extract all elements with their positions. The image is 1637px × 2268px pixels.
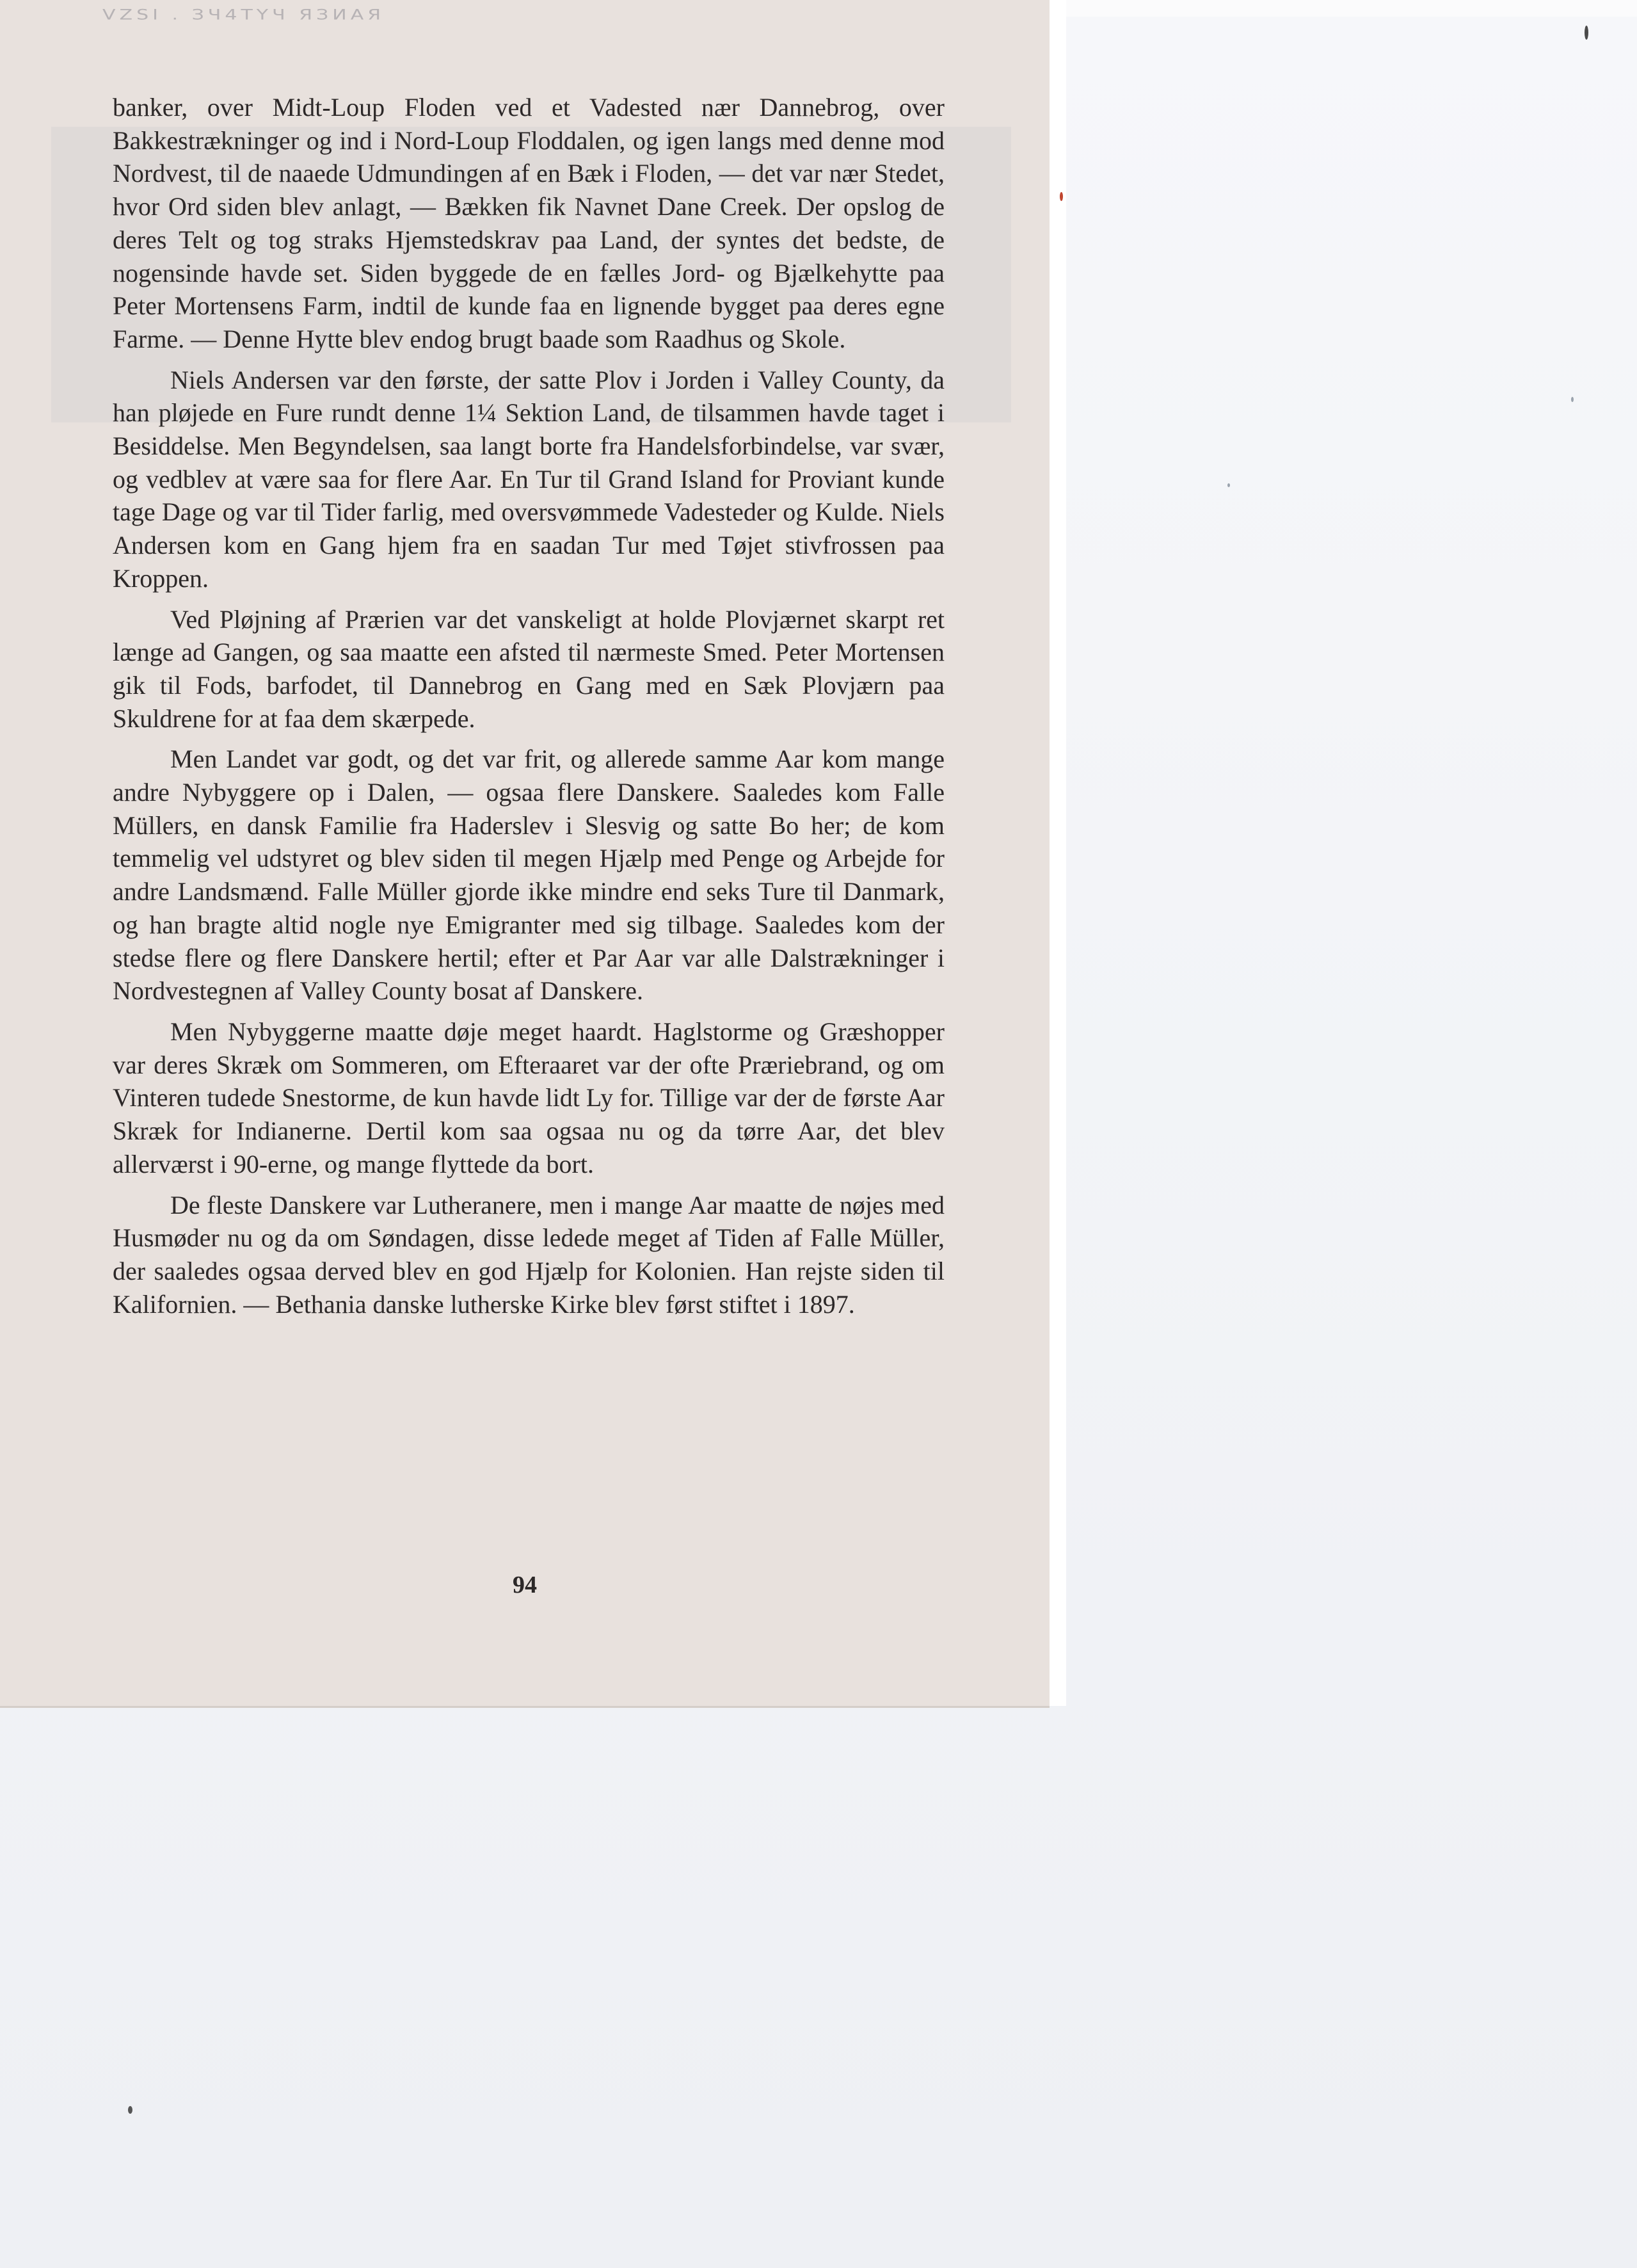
- scanner-edge: [1066, 0, 1637, 17]
- scan-speck: [1571, 397, 1574, 402]
- paragraph: banker, over Midt-Loup Floden ved et Vadested nær Dannebrog, over Bakkestrækninger og ind i Nord-Loup Floddalen, og igen langs med denne mod Nordvest, til de naaede Udmundingen af en Bæk i Floden, — det var nær Stedet, hvor Ord siden blev anlagt, — Bækken fik Navnet Dane Creek. Der opslog de deres Telt og tog straks Hjemstedskrav paa Land, der syntes det bedste, de nogensinde havde set. Siden byggede de en fælles Jord- og Bjælkehytte paa Peter Mortensens Farm, indtil de kunde faa en lignende bygget paa deres egne Farme. — Denne Hytte blev endog brugt baade som Raadhus og Skole.: [113, 93, 945, 353]
- scan-speck: [128, 2106, 132, 2114]
- page-edge: [1050, 0, 1066, 1706]
- paragraph: De fleste Danskere var Lutheranere, men i mange Aar maatte de nøjes med Husmøder nu og da om Søndagen, disse ledede meget af Tiden af Falle Müller, der saaledes ogsaa derved blev en god Hjælp for Kolonien. Han rejste siden til Kalifornien. — Bethania danske lutherske Kirke blev først stiftet i 1897.: [113, 1190, 945, 1319]
- body-text: [113, 91, 945, 1321]
- book-page: [0, 0, 1050, 1706]
- scan-speck: [1585, 26, 1588, 40]
- scan-speck: [1227, 483, 1230, 487]
- paragraph: Men Landet var godt, og det var frit, og allerede samme Aar kom mange andre Nybyggere op i Dalen, — ogsaa flere Danskere. Saaledes kom Falle Müllers, en dansk Familie fra Haderslev i Slesvig og satte Bo her; de kom temmelig vel udstyret og blev siden til megen Hjælp med Penge og Arbejde for andre Landsmænd. Falle Müller gjorde ikke mindre end seks Ture til Danmark, og han bragte altid nogle nye Emigranter med sig tilbage. Saaledes kom der stedse flere og flere Danskere hertil; efter et Par Aar var alle Dalstrækninger i Nordvestegnen af Valley County bosat af Danskere.: [113, 744, 945, 1006]
- paragraph: Niels Andersen var den første, der satte Plov i Jorden i Valley County, da han pløjede en Fure rundt denne 1¼ Sektion Land, de tilsammen havde taget i Besiddelse. Men Begyndelsen, saa langt borte fra Handelsforbindelse, var svær, og vedblev at være saa for flere Aar. En Tur til Grand Island for Proviant kunde tage Dage og var til Tider farlig, med oversvømmede Vadesteder og Kulde. Niels Andersen kom en Gang hjem fra en saadan Tur med Tøjet stivfrossen paa Kroppen.: [113, 365, 945, 593]
- header-stamp: VZSI . ЗЧ4ТҮЧ ЯЗИАЯ: [102, 6, 385, 24]
- page-number: 94: [513, 1572, 537, 1598]
- scan-speck: [1060, 192, 1063, 201]
- paragraph: Men Nybyggerne maatte døje meget haardt. Haglstorme og Græshopper var deres Skræk om Sommeren, om Efteraaret var der ofte Præriebrand, og om Vinteren tudede Snestorme, de kun havde lidt Ly for. Tillige var der de første Aar Skræk for Indianerne. Dertil kom saa ogsaa nu og da tørre Aar, det blev allerværst i 90-erne, og mange flyttede da bort.: [113, 1017, 945, 1178]
- paragraph: Ved Pløjning af Prærien var det vanskeligt at holde Plovjærnet skarpt ret længe ad Gangen, og saa maatte een afsted til nærmeste Smed. Peter Mortensen gik til Fods, barfodet, til Dannebrog en Gang med en Sæk Plovjærn paa Skuldrene for at faa dem skærpede.: [113, 604, 945, 733]
